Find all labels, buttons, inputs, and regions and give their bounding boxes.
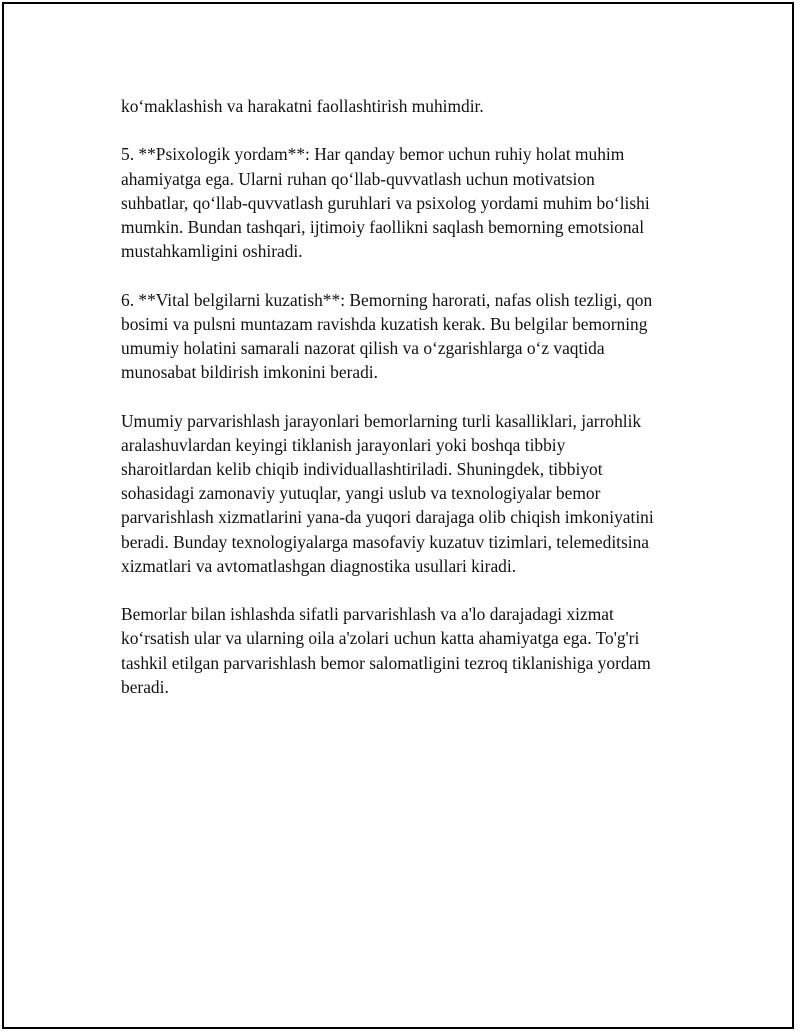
paragraph-continuation: ko‘maklashish va harakatni faollashtirish muhimdir. — [121, 96, 484, 116]
document-page — [2, 2, 794, 1029]
document-body — [121, 94, 701, 723]
paragraph-conclusion: Bemorlar bilan ishlashda sifatli parvarishlash va a'lo darajadagi xizmat ko‘rsatish ular va ularning oila a'zolari uchun katta ahamiyatga ega. To'g'ri tashkil etilgan parvarishlash bemor salomatligini tezroq tiklanishiga yordam beradi. — [121, 604, 651, 697]
paragraph-psychological-support: 5. **Psixologik yordam**: Har qanday bemor uchun ruhiy holat muhim ahamiyatga ega. Ularni ruhan qo‘llab-quvvatlash uchun motivatsion suhbatlar, qo‘llab-quvvatlash guruhlari va psixolog yordami muhim bo‘lishi mumkin. Bundan tashqari, ijtimoiy faollikni saqlash bemorning emotsional mustahkamligini oshiradi. — [121, 144, 650, 262]
paragraph-general-care: Umumiy parvarishlash jarayonlari bemorlarning turli kasalliklari, jarrohlik aralashuvlardan keyingi tiklanish jarayonlari yoki boshqa tibbiy sharoitlardan kelib chiqib individuallashtiriladi. Shuningdek, tibbiyot sohasidagi zamonaviy yutuqlar, yangi uslub va texnologiyalar bemor parvarishlash xizmatlarini yana-da yuqori darajaga olib chiqish imkoniyatini beradi. Bunday texnologiyalarga masofaviy kuzatuv tizimlari, telemeditsina xizmatlari va avtomatlashgan diagnostika usullari kiradi. — [121, 410, 654, 576]
paragraph-vital-signs: 6. **Vital belgilarni kuzatish**: Bemorning harorati, nafas olish tezligi, qon bosimi va pulsni muntazam ravishda kuzatish kerak. Bu belgilar bemorning umumiy holatini samarali nazorat qilish va o‘zgarishlarga o‘z vaqtida munosabat bildirish imkonini beradi. — [121, 289, 653, 383]
